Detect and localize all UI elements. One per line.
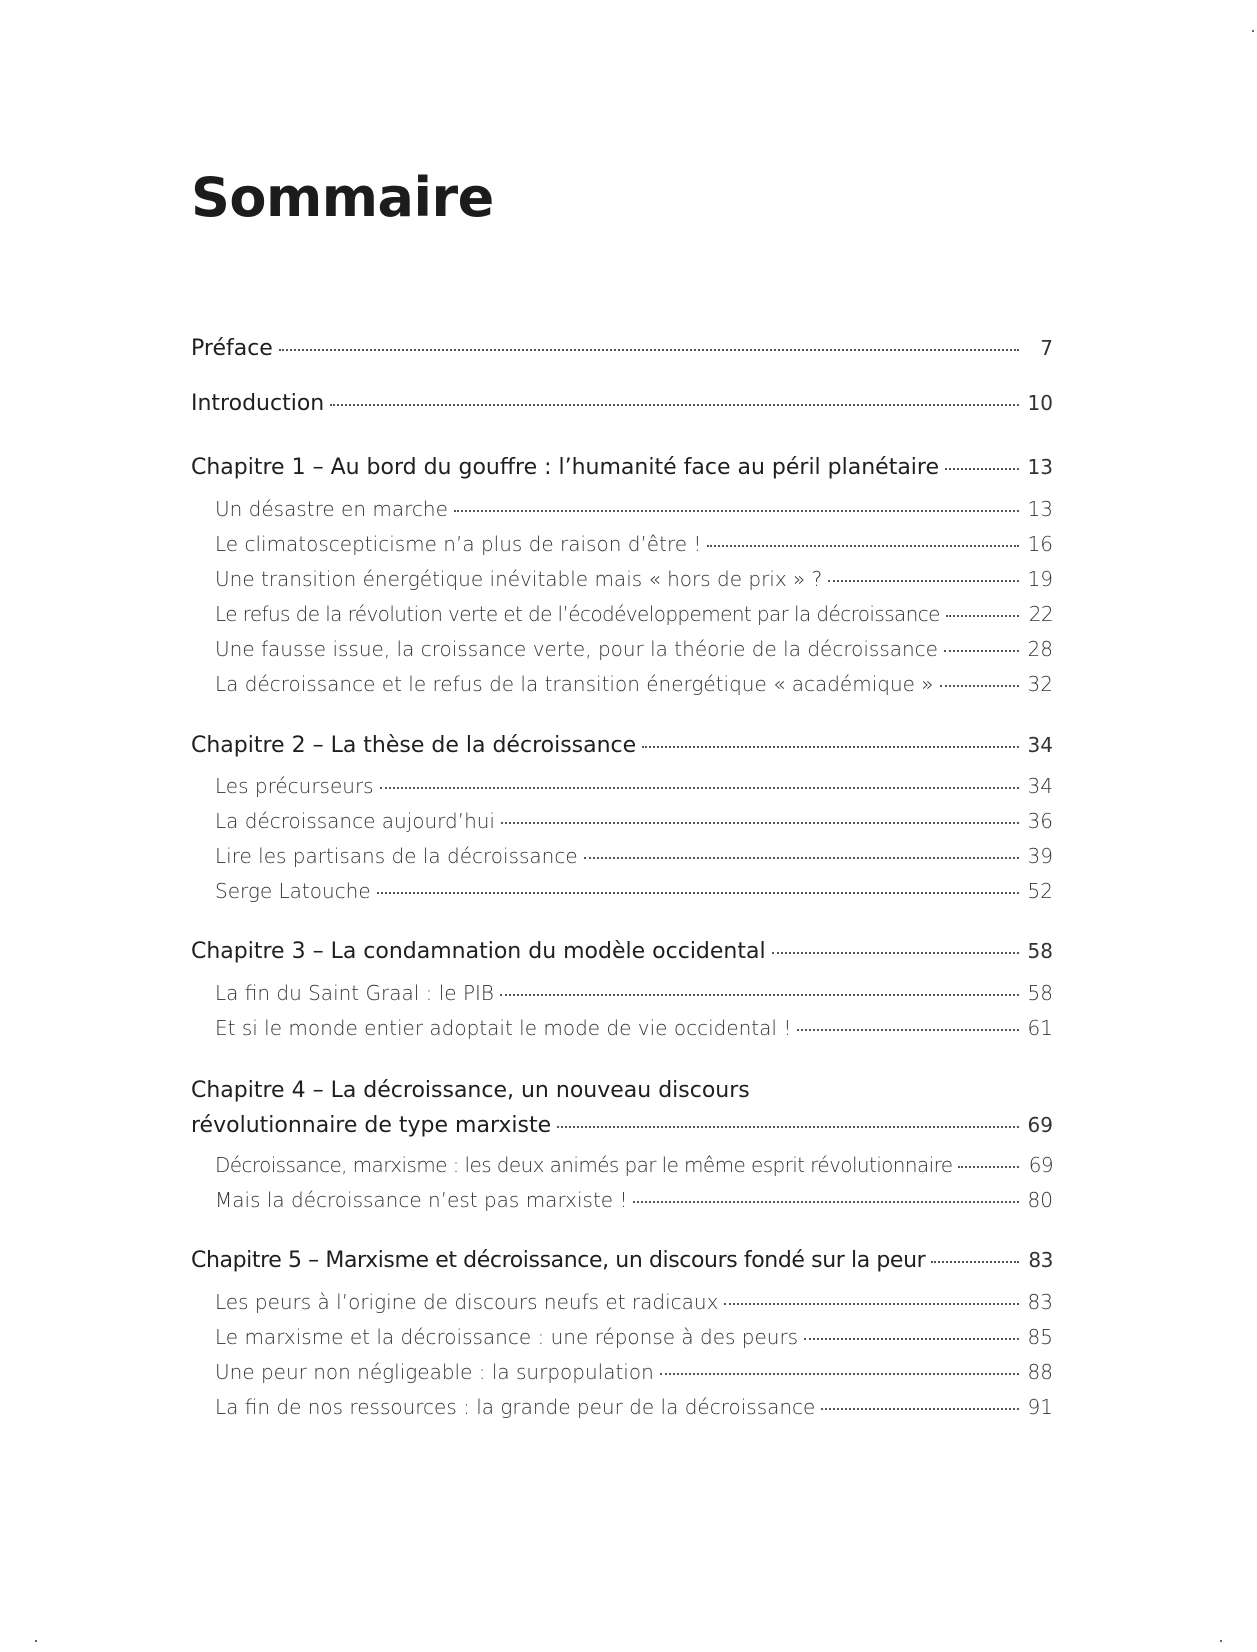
toc-page-number: 32	[1027, 672, 1053, 696]
toc-section[interactable]	[215, 602, 1053, 626]
dot-leader	[380, 787, 1019, 789]
toc-entry-label: Préface	[191, 336, 273, 361]
dot-leader	[454, 510, 1019, 512]
toc-section[interactable]	[215, 1290, 1053, 1314]
dot-leader	[945, 468, 1019, 470]
toc-entry-label: Chapitre 2 – La thèse de la décroissance	[191, 733, 637, 758]
toc-page-number: 69	[1027, 1113, 1053, 1137]
dot-leader	[821, 1408, 1019, 1410]
toc-entry-label: Introduction	[191, 391, 325, 416]
toc-entry-label: Chapitre 5 – Marxisme et décroissance, un discours fondé sur la peur	[191, 1248, 926, 1273]
dot-leader	[804, 1338, 1019, 1340]
toc-page-number: 28	[1027, 637, 1053, 661]
toc-section-label: Décroissance, marxisme : les deux animés par le même esprit révolutionnaire	[215, 1153, 953, 1177]
toc-section-label: Les peurs à l’origine de discours neufs et radicaux	[215, 1290, 719, 1314]
toc-section-label: Un désastre en marche	[215, 497, 448, 521]
dot-leader	[279, 349, 1019, 351]
dot-leader	[772, 952, 1019, 954]
dot-leader	[377, 892, 1019, 894]
toc-section-label: Et si le monde entier adoptait le mode de vie occidental !	[215, 1016, 792, 1040]
toc-page-number: 13	[1027, 497, 1053, 521]
toc-section-label: Lire les partisans de la décroissance	[215, 844, 578, 868]
toc-entry-label: Chapitre 1 – Au bord du gouffre : l’humanité face au péril planétaire	[191, 455, 940, 480]
dot-leader	[501, 822, 1019, 824]
toc-page-number: 61	[1027, 1016, 1053, 1040]
toc-page-number: 83	[1027, 1290, 1053, 1314]
toc-entry-introduction[interactable]	[191, 391, 1053, 416]
toc-page-number: 69	[1028, 1153, 1053, 1177]
toc-entry-preface[interactable]	[191, 336, 1053, 361]
toc-section[interactable]	[215, 567, 1053, 591]
crop-mark	[1220, 1640, 1222, 1642]
toc-section[interactable]	[215, 637, 1053, 661]
toc-section-label: La décroissance et le refus de la transition énergétique « académique »	[215, 672, 934, 696]
toc-entry-label: Chapitre 3 – La condamnation du modèle occidental	[191, 939, 766, 964]
toc-page-number: 80	[1027, 1188, 1053, 1212]
toc-page-number: 16	[1027, 532, 1053, 556]
page-title: Sommaire	[191, 166, 494, 229]
toc-page-number: 36	[1027, 809, 1053, 833]
toc-page-number: 10	[1027, 391, 1053, 415]
toc-page-number: 91	[1027, 1395, 1053, 1419]
toc-section-label: La fin de nos ressources : la grande peur de la décroissance	[215, 1395, 816, 1419]
toc-section[interactable]	[215, 844, 1053, 868]
toc-section-label: Une fausse issue, la croissance verte, pour la théorie de la décroissance	[215, 637, 938, 661]
dot-leader	[944, 650, 1019, 652]
toc-section[interactable]	[215, 497, 1053, 521]
toc-section-label: Serge Latouche	[215, 879, 371, 903]
dot-leader	[828, 580, 1019, 582]
toc-section[interactable]	[215, 1360, 1053, 1384]
toc-section[interactable]	[215, 1153, 1053, 1177]
toc-section[interactable]	[215, 1188, 1053, 1212]
toc-page-number: 34	[1027, 774, 1053, 798]
dot-leader	[797, 1029, 1019, 1031]
toc-section-label: Mais la décroissance n’est pas marxiste !	[215, 1188, 628, 1212]
dot-leader	[931, 1261, 1019, 1263]
toc-page-number: 7	[1040, 336, 1053, 360]
dot-leader	[642, 746, 1019, 748]
toc-page-number: 85	[1027, 1325, 1053, 1349]
toc-chapter-5[interactable]	[191, 1248, 1053, 1273]
dot-leader	[633, 1201, 1019, 1203]
dot-leader	[660, 1373, 1019, 1375]
toc-page-number: 34	[1027, 733, 1053, 757]
toc-section[interactable]	[215, 879, 1053, 903]
dot-leader	[330, 404, 1019, 406]
dot-leader	[500, 994, 1019, 996]
toc-page-number: 58	[1027, 939, 1053, 963]
toc-section-label: Une transition énergétique inévitable mais « hors de prix » ?	[215, 567, 823, 591]
toc-section[interactable]	[215, 1325, 1053, 1349]
crop-mark	[35, 1640, 37, 1642]
dot-leader	[946, 615, 1019, 617]
toc-section-label: Le marxisme et la décroissance : une réponse à des peurs	[215, 1325, 799, 1349]
toc-page-number: 83	[1028, 1248, 1053, 1272]
dot-leader	[724, 1303, 1019, 1305]
crop-mark	[1252, 30, 1254, 32]
toc-page-number: 52	[1027, 879, 1053, 903]
toc-chapter-2[interactable]	[191, 733, 1053, 758]
toc-page-number: 13	[1027, 455, 1053, 479]
table-of-contents	[191, 0, 1053, 1652]
toc-chapter-1[interactable]	[191, 455, 1053, 480]
toc-section-label: Le climatoscepticisme n’a plus de raison d’être !	[215, 532, 702, 556]
toc-section-label: La fin du Saint Graal : le PIB	[215, 981, 495, 1005]
toc-section-label: La décroissance aujourd’hui	[215, 809, 495, 833]
toc-section-label: Le refus de la révolution verte et de l’écodéveloppement par la décroissance	[215, 602, 940, 626]
toc-section[interactable]	[215, 1016, 1053, 1040]
toc-section[interactable]	[215, 1395, 1053, 1419]
dot-leader	[958, 1166, 1019, 1168]
dot-leader	[940, 685, 1019, 687]
toc-page-number: 58	[1027, 981, 1053, 1005]
toc-section[interactable]	[215, 774, 1053, 798]
toc-chapter-4[interactable]	[191, 1074, 1053, 1143]
dot-leader	[584, 857, 1019, 859]
toc-entry-label-line-1: Chapitre 4 – La décroissance, un nouveau discours	[191, 1078, 750, 1103]
toc-section[interactable]	[215, 809, 1053, 833]
toc-section[interactable]	[215, 532, 1053, 556]
toc-page-number: 88	[1027, 1360, 1053, 1384]
dot-leader	[707, 545, 1019, 547]
toc-page-number: 22	[1028, 602, 1053, 626]
toc-section-label: Les précurseurs	[215, 774, 374, 798]
toc-chapter-3[interactable]	[191, 939, 1053, 964]
toc-section[interactable]	[215, 672, 1053, 696]
toc-entry-label-line-2: révolutionnaire de type marxiste	[191, 1113, 552, 1138]
toc-page-number: 39	[1027, 844, 1053, 868]
toc-page-number: 19	[1027, 567, 1053, 591]
dot-leader	[557, 1126, 1019, 1128]
toc-section-label: Une peur non négligeable : la surpopulation	[215, 1360, 654, 1384]
toc-section[interactable]	[215, 981, 1053, 1005]
